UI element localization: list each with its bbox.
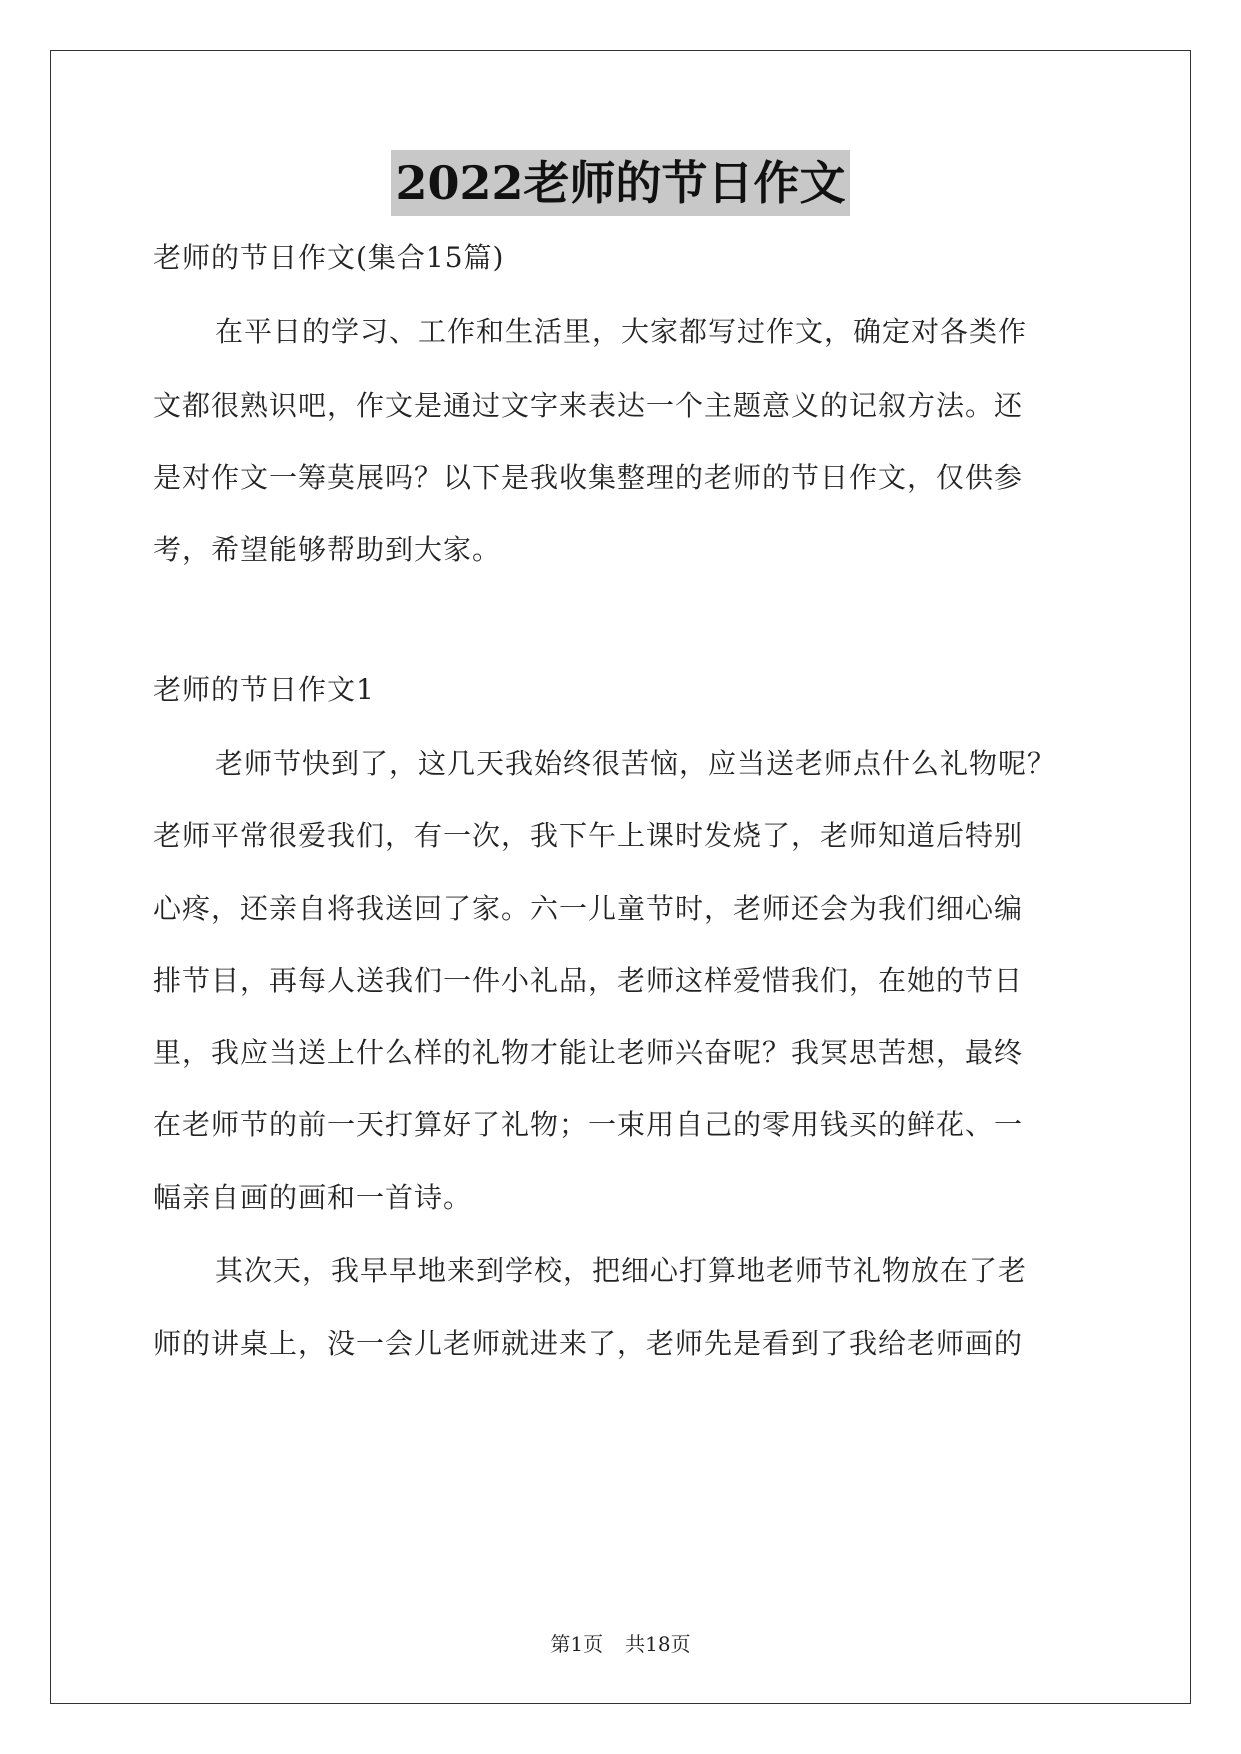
paragraph-line: 心疼，还亲自将我送回了家。六一儿童节时，老师还会为我们细心编 [153, 892, 1024, 925]
page-footer [0, 1631, 1241, 1657]
intro-line: 考，希望能够帮助到大家。 [153, 533, 502, 566]
page-border [50, 50, 1191, 1704]
paragraph-line: 其次天，我早早地来到学校，把细心打算地老师节礼物放在了老 [215, 1254, 1028, 1287]
document-subtitle: 老师的节日作文(集合15篇) [153, 241, 505, 274]
title-container [0, 150, 1241, 216]
paragraph-line: 师的讲桌上，没一会儿老师就进来了，老师先是看到了我给老师画的 [153, 1327, 1024, 1360]
intro-line: 在平日的学习、工作和生活里，大家都写过作文，确定对各类作 [215, 315, 1028, 348]
paragraph-line: 在老师节的前一天打算好了礼物；一束用自己的零用钱买的鲜花、一 [153, 1108, 1024, 1141]
paragraph-line: 里，我应当送上什么样的礼物才能让老师兴奋呢？我冥思苦想，最终 [153, 1036, 1024, 1069]
intro-line: 是对作文一筹莫展吗？以下是我收集整理的老师的节日作文，仅供参 [153, 461, 1024, 494]
paragraph-line: 老师平常很爱我们，有一次，我下午上课时发烧了，老师知道后特别 [153, 819, 1024, 852]
paragraph-line: 幅亲自画的画和一首诗。 [153, 1181, 473, 1214]
page-number: 第1页 [550, 1632, 604, 1656]
page-total: 共18页 [625, 1632, 691, 1656]
paragraph-line: 老师节快到了，这几天我始终很苦恼，应当送老师点什么礼物呢？ [215, 747, 1057, 780]
section-heading: 老师的节日作文1 [153, 673, 375, 706]
intro-line: 文都很熟识吧，作文是通过文字来表达一个主题意义的记叙方法。还 [153, 389, 1024, 422]
paragraph-line: 排节目，再每人送我们一件小礼品，老师这样爱惜我们，在她的节日 [153, 964, 1024, 997]
document-title: 2022老师的节日作文 [391, 150, 849, 216]
